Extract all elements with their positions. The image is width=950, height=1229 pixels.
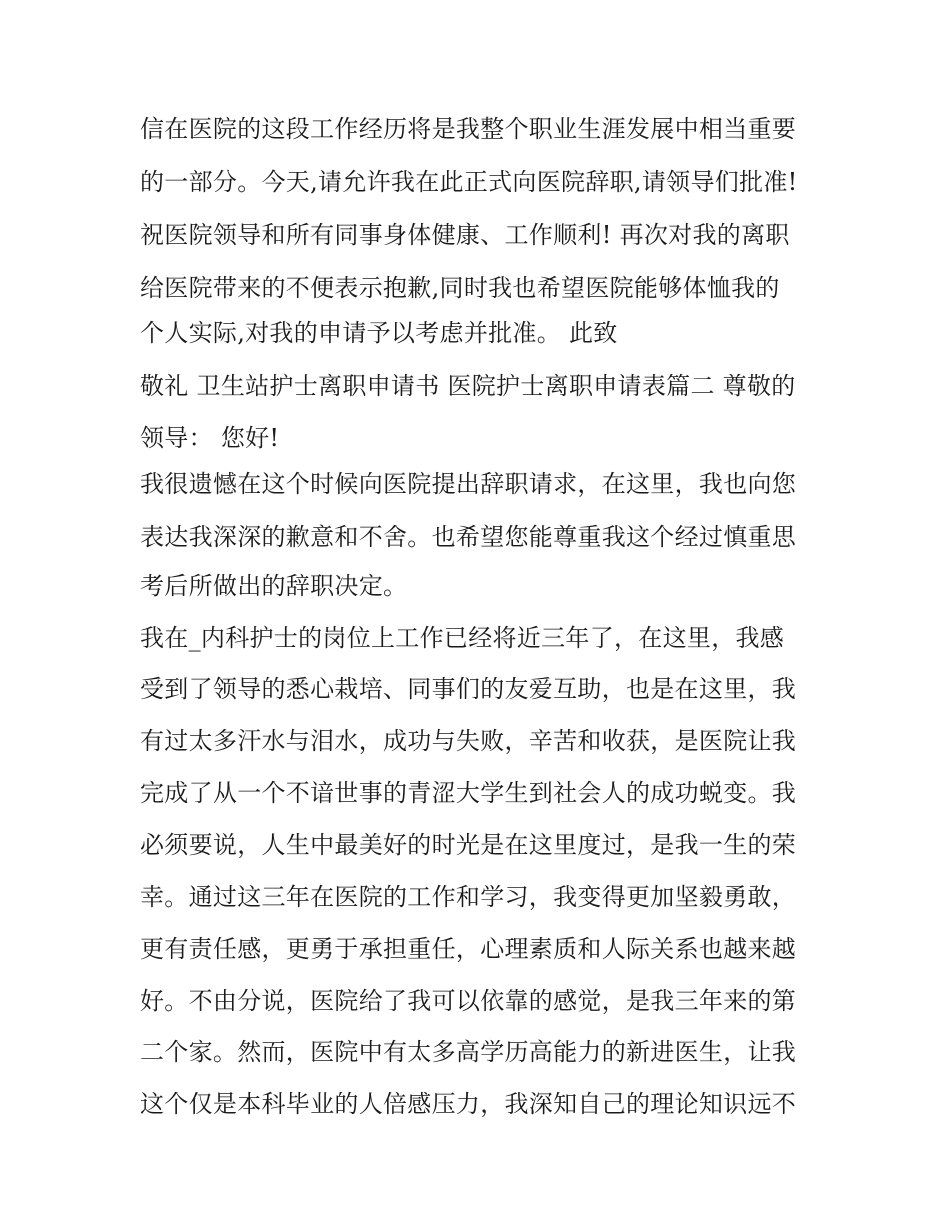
text-line: 我在_内科护士的岗位上工作已经将近三年了，在这里，我感	[140, 624, 785, 652]
text-line: 好。不由分说，医院给了我可以依靠的感觉，是我三年来的第	[140, 987, 797, 1015]
text-line: 给医院带来的不便表示抱歉,同时我也希望医院能够体恤我的	[140, 274, 780, 302]
text-line: 幸。通过这三年在医院的工作和学习，我变得更加坚毅勇敢，	[140, 883, 797, 911]
text-line: 完成了从一个不谙世事的青涩大学生到社会人的成功蜕变。我	[140, 779, 797, 807]
text-line: 领导： 您好!	[140, 424, 280, 452]
text-line: 必须要说，人生中最美好的时光是在这里度过，是我一生的荣	[140, 831, 797, 859]
text-line: 二个家。然而，医院中有太多高学历高能力的新进医生，让我	[140, 1038, 797, 1066]
text-line: 受到了领导的悉心栽培、同事们的友爱互助，也是在这里，我	[140, 675, 797, 703]
text-line: 表达我深深的歉意和不舍。也希望您能尊重我这个经过慎重思	[140, 523, 797, 551]
text-line: 祝医院领导和所有同事身体健康、工作顺利! 再次对我的离职	[140, 221, 790, 249]
text-line: 我很遗憾在这个时候向医院提出辞职请求，在这里，我也向您	[140, 470, 797, 498]
text-line: 更有责任感，更勇于承担重任，心理素质和人际关系也越来越	[140, 935, 797, 963]
text-line: 信在医院的这段工作经历将是我整个职业生涯发展中相当重要	[140, 115, 797, 143]
text-line: 有过太多汗水与泪水，成功与失败，辛苦和收获，是医院让我	[140, 727, 797, 755]
text-line: 的一部分。今天,请允许我在此正式向医院辞职,请领导们批准!	[140, 168, 798, 196]
text-line: 这个仅是本科毕业的人倍感压力，我深知自己的理论知识远不	[140, 1090, 797, 1118]
text-line: 个人实际,对我的申请予以考虑并批准。 此致	[140, 319, 618, 347]
text-line: 敬礼 卫生站护士离职申请书 医院护士离职申请表篇二 尊敬的	[140, 372, 796, 400]
text-line: 考后所做出的辞职决定。	[140, 572, 408, 600]
